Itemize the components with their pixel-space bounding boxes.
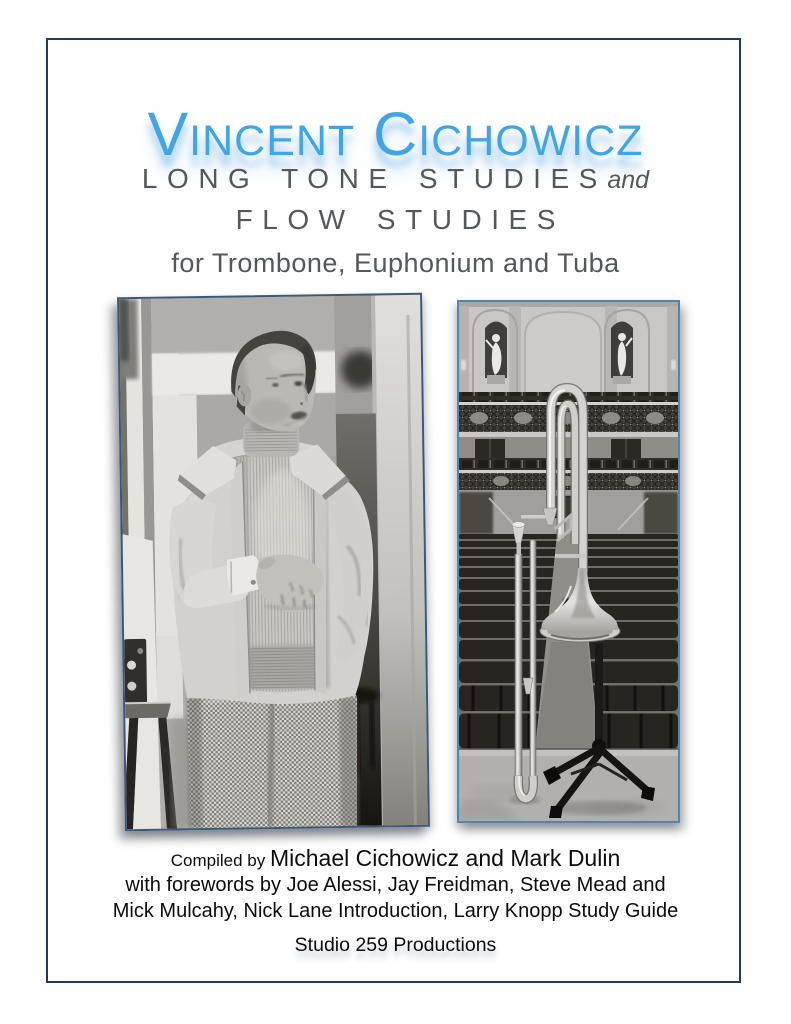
trombone-photo [457,300,680,823]
dedication-line: for Trombone, Euphonium and Tuba [171,248,620,278]
subtitle-line-1 [0,163,791,195]
trombone-photo-image [459,302,678,821]
publisher-name: Studio 259 Productions [294,934,497,956]
compiled-by-label: Compiled by [170,851,266,870]
portrait-photo [117,293,430,831]
portrait-photo-image [119,295,428,829]
forewords-line-2: Mick Mulcahy, Nick Lane Introduction, Larry Knopp Study Guide [112,900,679,922]
book-title: Vincent Cichowicz [147,99,644,168]
subtitle-line-2-text: FLOW STUDIES [235,204,565,235]
concert-hall [459,302,678,821]
subtitle-and-text: and [607,166,650,194]
compiled-line [0,845,791,872]
subtitle-line-2 [0,204,791,236]
subtitle-line-1-main: LONG TONE STUDIES [141,163,607,194]
compiled-names: Michael Cichowicz and Mark Dulin [270,845,621,871]
forewords-line-1: with forewords by Joe Alessi, Jay Freidman, Steve Mead and [125,874,666,896]
